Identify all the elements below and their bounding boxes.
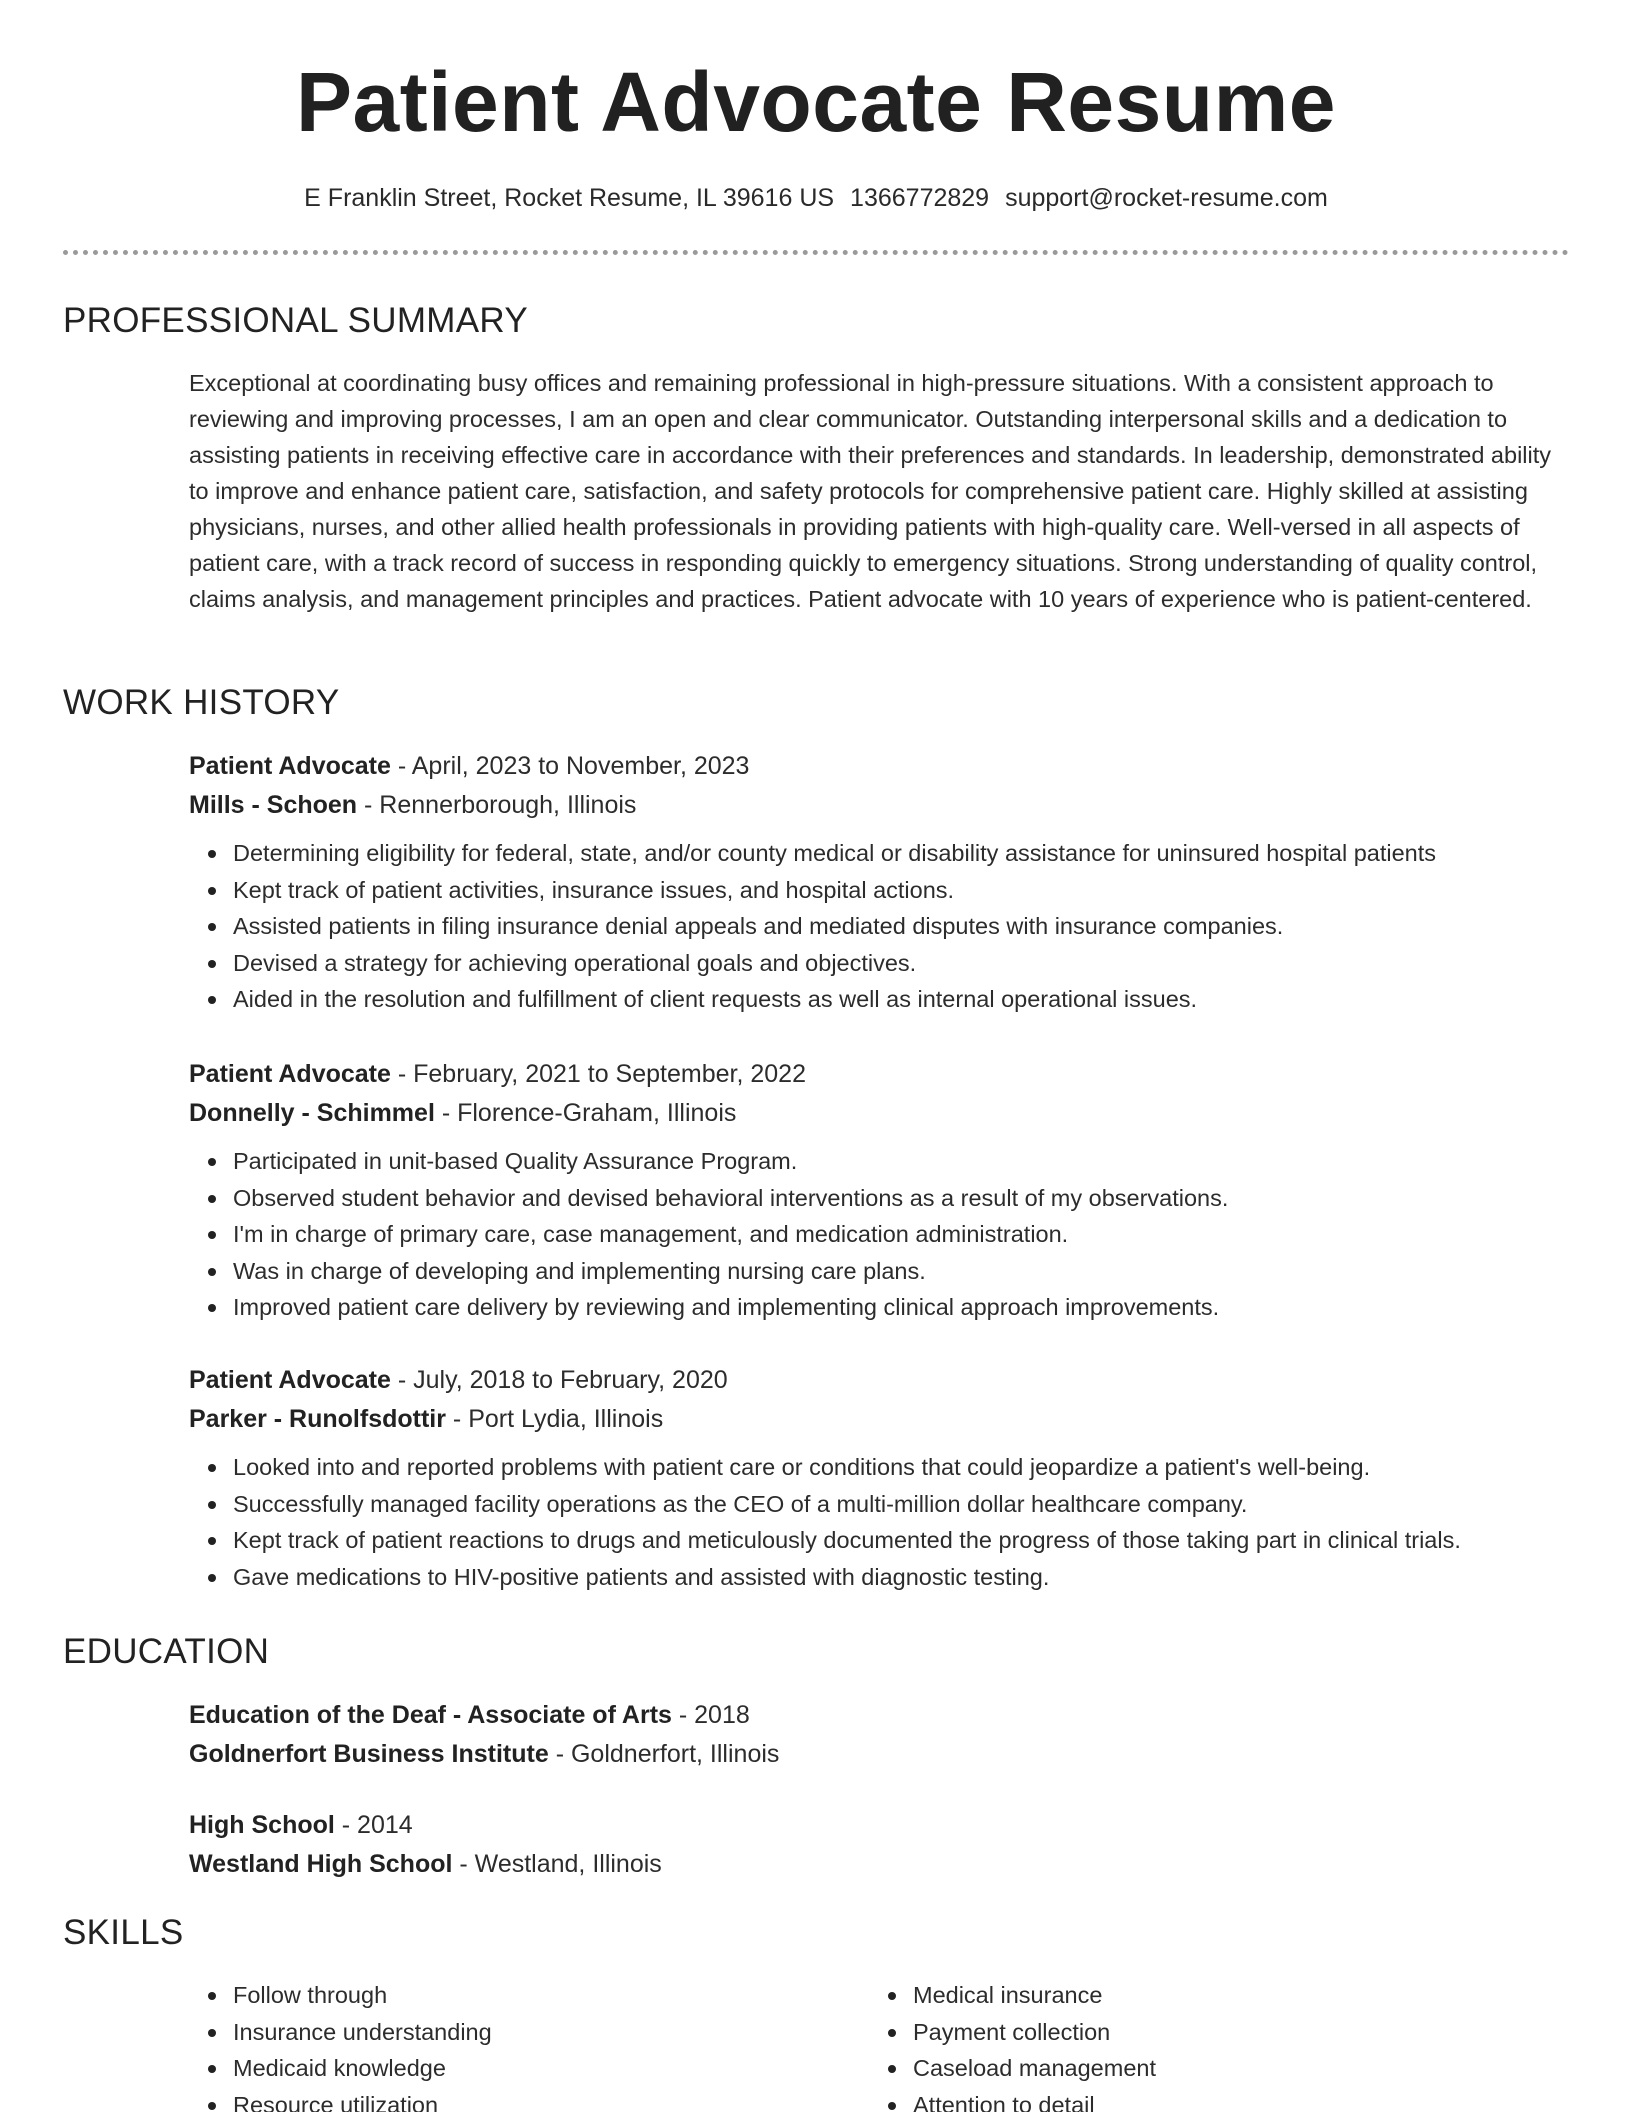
job-duty: Aided in the resolution and fulfillment of client requests as well as internal operational issues. <box>233 981 1569 1018</box>
job-company-line <box>189 1094 1569 1133</box>
job-title: Patient Advocate <box>189 1060 391 1088</box>
job-dates: - February, 2021 to September, 2022 <box>390 1060 806 1088</box>
job-title-line <box>189 1055 1569 1094</box>
job-duty: Kept track of patient reactions to drugs and meticulously documented the progress of those taking part in clinical trials. <box>233 1522 1569 1559</box>
education-degree-line <box>189 1806 1569 1845</box>
education-year: - 2014 <box>334 1811 413 1839</box>
header-divider <box>63 250 1569 255</box>
job-location: - Florence-Graham, Illinois <box>434 1099 737 1127</box>
job-entry <box>189 747 1569 1018</box>
education-location: - Westland, Illinois <box>452 1850 662 1878</box>
job-duties <box>189 1449 1569 1595</box>
job-duty: Determining eligibility for federal, state, and/or county medical or disability assistance for uninsured hospital patients <box>233 835 1569 872</box>
education-degree: High School <box>189 1811 335 1839</box>
skill-item: Follow through <box>233 1977 789 2014</box>
skill-item: Payment collection <box>913 2014 1469 2051</box>
job-company: Parker - Runolfsdottir <box>189 1405 446 1433</box>
job-title: Patient Advocate <box>189 752 391 780</box>
job-location: - Port Lydia, Illinois <box>445 1405 664 1433</box>
skill-item: Resource utilization <box>233 2087 789 2112</box>
job-duty: Kept track of patient activities, insurance issues, and hospital actions. <box>233 872 1569 909</box>
skill-item: Medical insurance <box>913 1977 1469 2014</box>
job-duty: Was in charge of developing and implementing nursing care plans. <box>233 1253 1569 1290</box>
skills-column-right <box>869 1977 1469 2112</box>
skills-column-left <box>189 1977 789 2112</box>
job-company-line <box>189 786 1569 825</box>
job-duty: Successfully managed facility operations as the CEO of a multi-million dollar healthcare company. <box>233 1486 1569 1523</box>
job-location: - Rennerborough, Illinois <box>357 791 637 819</box>
job-duty: Gave medications to HIV-positive patients and assisted with diagnostic testing. <box>233 1559 1569 1596</box>
job-duty: I'm in charge of primary care, case management, and medication administration. <box>233 1216 1569 1253</box>
education-school-line <box>189 1845 1569 1884</box>
job-company-line <box>189 1400 1569 1439</box>
section-title-education: EDUCATION <box>63 1632 270 1671</box>
education-entry <box>189 1696 1569 1774</box>
job-title-line <box>189 1361 1569 1400</box>
education-degree: Education of the Deaf - Associate of Arts <box>189 1701 672 1729</box>
resume-title: Patient Advocate Resume <box>295 55 1337 149</box>
summary-text: Exceptional at coordinating busy offices and remaining professional in high-pressure situations. With a consistent approach to reviewing and improving processes, I am an open and clear communicator. Outstanding interpersonal skills and a dedication to assisting patients in receiving effective care in accordance with their preferences and standards. In leadership, demonstrated ability to improve and enhance patient care, satisfaction, and safety protocols for comprehensive patient care. Highly skilled at assisting physicians, nurses, and other allied health professionals in providing patients with high-quality care. Well-versed in all aspects of patient care, with a track record of success in responding quickly to emergency situations. Strong understanding of quality control, claims analysis, and management principles and practices. Patient advocate with 10 years of experience who is patient-centered. <box>189 370 1552 612</box>
skills-list <box>869 1977 1469 2112</box>
job-duties <box>189 1143 1569 1326</box>
education-location: - Goldnerfort, Illinois <box>548 1740 780 1768</box>
job-duty: Improved patient care delivery by reviewing and implementing clinical approach improvements. <box>233 1289 1569 1326</box>
job-duty: Assisted patients in filing insurance denial appeals and mediated disputes with insurance companies. <box>233 908 1569 945</box>
job-duties <box>189 835 1569 1018</box>
education-degree-line <box>189 1696 1569 1735</box>
job-title: Patient Advocate <box>189 1366 391 1394</box>
job-duty: Devised a strategy for achieving operational goals and objectives. <box>233 945 1569 982</box>
section-title-work-history: WORK HISTORY <box>63 683 340 722</box>
job-duty: Observed student behavior and devised behavioral interventions as a result of my observations. <box>233 1180 1569 1217</box>
skill-item: Caseload management <box>913 2050 1469 2087</box>
job-company: Donnelly - Schimmel <box>189 1099 435 1127</box>
skills-list <box>189 1977 789 2112</box>
skill-item: Medicaid knowledge <box>233 2050 789 2087</box>
contact-email: support@rocket-resume.com <box>1005 184 1328 212</box>
job-company: Mills - Schoen <box>189 791 358 819</box>
job-duty: Participated in unit-based Quality Assurance Program. <box>233 1143 1569 1180</box>
skill-item: Insurance understanding <box>233 2014 789 2051</box>
job-entry <box>189 1055 1569 1326</box>
section-title-summary: PROFESSIONAL SUMMARY <box>63 301 528 340</box>
job-title-line <box>189 747 1569 786</box>
contact-address: E Franklin Street, Rocket Resume, IL 39616 US <box>304 184 835 212</box>
contact-info <box>0 180 1632 216</box>
education-entry <box>189 1806 1569 1884</box>
contact-phone: 1366772829 <box>850 184 990 212</box>
education-school-line <box>189 1735 1569 1774</box>
job-entry <box>189 1361 1569 1595</box>
section-title-skills: SKILLS <box>63 1913 184 1952</box>
education-school: Westland High School <box>189 1850 453 1878</box>
job-duty: Looked into and reported problems with patient care or conditions that could jeopardize a patient's well-being. <box>233 1449 1569 1486</box>
education-year: - 2018 <box>671 1701 750 1729</box>
job-dates: - April, 2023 to November, 2023 <box>390 752 750 780</box>
education-school: Goldnerfort Business Institute <box>189 1740 549 1768</box>
skill-item: Attention to detail <box>913 2087 1469 2112</box>
job-dates: - July, 2018 to February, 2020 <box>390 1366 728 1394</box>
